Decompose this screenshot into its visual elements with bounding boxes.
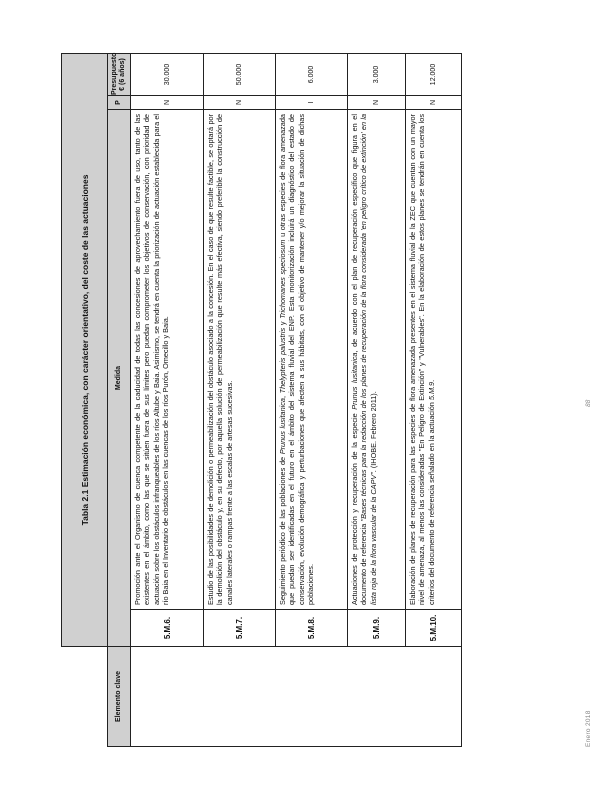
measure-description: Estudio de las posibilidades de demolición o permeabilización del obstáculo asociado a la concesión. En el caso de que resulte factible, se optará por la demolición del obstáculo y, en su defecto, por aquella solución de permeabilización que resulte más efectiva, siendo preferible la construcción de canales laterales o rampas frente a las escalas de artesas sucesivas.	[204, 110, 276, 610]
table-row	[276, 53, 348, 746]
desc-text: , de acuerdo con el plan de recuperación específico que figura en el documento de referencia	[350, 114, 369, 605]
budget-cell: 12.000	[406, 53, 462, 95]
desc-text: Seguimiento periódico de las poblaciones de	[278, 454, 287, 605]
priority-cell: N	[406, 96, 462, 110]
desc-text: . (IHOBE. Febrero 2011).	[368, 391, 378, 473]
measure-code: 5.M.6.	[131, 610, 204, 647]
table-row	[348, 53, 406, 746]
species-name: Prunus lusitanica	[278, 398, 287, 455]
budget-cell: 50.000	[204, 53, 276, 95]
measure-code: 5.M.7.	[204, 610, 276, 647]
desc-text: Actuaciones de protección y recuperación de la especie	[350, 409, 359, 605]
desc-text: u otras especies de flora amenazada que puedan ser identificadas en el futuro en el ámbito del sistema fluvial del ENP. Esta monitorización incluirá un diagnóstico del estado de conservación, evolución demográfica y perturbaciones que afecten a sus hábitats, con el objetivo de mantener y/o mejorar la situación de dichas poblaciones.	[278, 114, 315, 605]
species-name: Prunus lusitanica	[350, 352, 359, 410]
priority-cell: N	[204, 96, 276, 110]
species-name: Thelypteris palustris	[278, 327, 287, 394]
budget-cell: 3.000	[348, 53, 406, 95]
measure-code: 5.M.8.	[276, 610, 348, 647]
table-row	[204, 53, 276, 746]
measure-description	[406, 110, 462, 610]
priority-cell: I	[276, 96, 348, 110]
element-cell	[131, 647, 462, 747]
header-budget: Presupuesto € (6 años)	[108, 53, 131, 95]
measure-code: 5.M.10.	[406, 610, 462, 647]
desc-text: Elaboración de planes de recuperación para las especies de flora amenazada presentes en el sistema fluvial de la ZEC que cuentan con un mayor nivel de amenaza, al menos las consideradas "En Peligro de Extinción" y "Vulnerables". En la elaboración de estos planes se tendrán en cuenta los criterios del documento de referencia señalado en la actuación	[408, 114, 436, 605]
footer-page-number: 88	[585, 399, 592, 407]
priority-cell: N	[131, 96, 204, 110]
footer-date: Enero 2018	[585, 710, 592, 747]
action-reference: 5.M.9	[426, 381, 436, 401]
reference-title: "Bases técnicas para la redacción de los planes de recuperación de la flora considerada 'en peligro crítico de extinción' en la lista roja de la flora vascular de la CAPV"	[359, 114, 378, 605]
header-priority: P	[108, 96, 131, 110]
measure-description	[348, 110, 406, 610]
cost-estimation-table	[61, 53, 462, 747]
measure-code: 5.M.9.	[348, 610, 406, 647]
measure-description	[276, 110, 348, 610]
header-element: Elemento clave	[108, 647, 131, 747]
desc-text: ,	[278, 393, 287, 399]
table-title: Tabla 2.1 Estimación económica, con carácter orientativo, del coste de las actuaciones	[62, 53, 108, 646]
budget-cell: 30.000	[131, 53, 204, 95]
desc-text: .	[426, 379, 436, 382]
measure-description: Promoción ante el Organismo de cuenca competente de la caducidad de todas las concesiones de aprovechamiento fuera de uso, tanto de las existentes en el ámbito, como las que se sitúen fuera de sus límites pero puedan comprometer los objetivos de conservación, con prioridad de actuación sobre los obstáculos infranqueables de los ríos Altube y Baia. Asimismo, se tendrá en cuenta la priorización de actuación establecida para el río Baia en el Inventario de obstáculos en las cuencas de los ríos Purón, Omecillo y Baia.	[131, 110, 204, 610]
priority-cell: N	[348, 96, 406, 110]
desc-text: y	[278, 318, 287, 328]
table-row	[406, 53, 462, 746]
budget-cell: 6.000	[276, 53, 348, 95]
species-name: Trichomanes speciosum	[278, 239, 287, 319]
header-measure: Medida	[108, 110, 131, 647]
table-row	[131, 53, 204, 746]
